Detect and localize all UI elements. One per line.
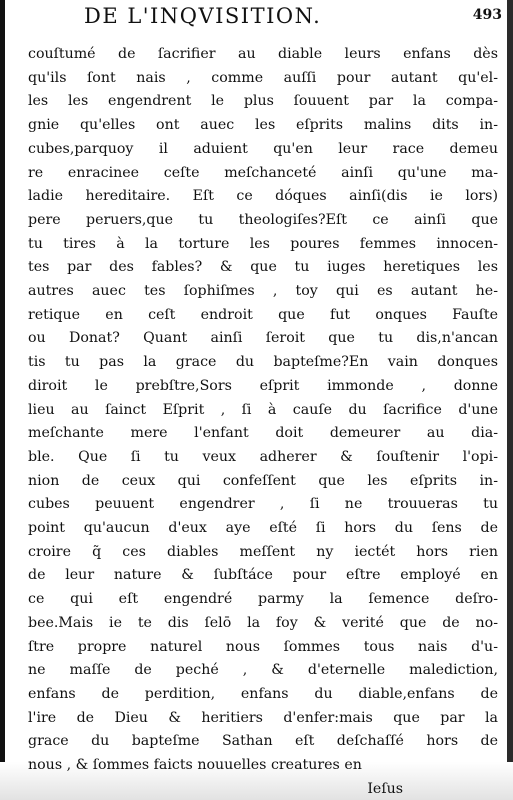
text-line: point qu'aucun d'eux aye eſté ſi hors du ſens de (28, 520, 498, 537)
text-line: cubes,parquoy il aduient qu'en leur race demeu (28, 140, 498, 157)
text-line: re enracinee ceſte meſchanceté ainſi qu'une ma- (28, 164, 498, 181)
text-line: ble. Que ſi tu veux adherer & ſouſtenir l'opi- (28, 448, 498, 465)
text-line: enfans de perdition, enfans du diable,enfans de (28, 685, 498, 702)
body-text (28, 43, 498, 800)
text-line: diroit le prebſtre,Sors eſprit immonde , donne (28, 377, 498, 394)
text-line: tis tu pas la grace du bapteſme?En vain donques (28, 354, 498, 371)
catchword: Ieſus (367, 780, 403, 797)
text-line: couſtumé de ſacrifier au diable leurs enfans dès (28, 46, 498, 62)
text-line: retique en ceſt endroit que fut onques Fauſte (28, 306, 498, 323)
text-line: lieu au ſainct Eſprit , ſi à cauſe du ſacrifice d'une (28, 401, 498, 418)
text-line: qu'ils ſont nais , comme auſſi pour autant qu'el- (28, 69, 498, 86)
text-line: ce qui eſt engendré parmy la ſemence deſro- (28, 591, 498, 608)
text-line: tes par des fables? & que tu iuges heretiques les (28, 259, 498, 276)
text-line: cubes peuuent engendrer , ſi ne trouueras tu (28, 496, 498, 513)
text-line: grace du bapteſme Sathan eſt deſchaſſé hors de (28, 733, 498, 750)
text-line: gnie qu'elles ont auec les eſprits malins dits in- (28, 117, 498, 134)
text-line: autres auec tes ſophiſmes , toy qui es autant he- (28, 283, 498, 300)
text-line: ladie hereditaire. Eſt ce dóques ainſi(dis ie lors) (28, 188, 498, 205)
text-line: ne maſſe de peché , & d'eternelle malediction, (28, 662, 498, 679)
text-line: l'ire de Dieu & heritiers d'enfer:mais que par la (28, 709, 498, 726)
text-line: pere peruers,que tu theologiſes?Eſt ce ainſi que (28, 211, 498, 228)
text-line: les les engendrent le plus ſouuent par la compa- (28, 93, 498, 110)
text-line: ou Donat? Quant ainſi ſeroit que tu dis,n'ancan (28, 330, 498, 347)
text-line: nous , & ſommes faicts nouuelles creatures en (28, 757, 362, 774)
text-line: meſchante mere l'enfant doit demeurer au dia- (28, 425, 498, 442)
page-left-edge (0, 0, 5, 800)
page-header (24, 0, 502, 40)
running-title: DE L'INQVISITION. (84, 4, 322, 28)
text-line: nion de ceux qui confeſſent que les eſprits in- (28, 472, 498, 489)
text-line: bee.Mais ie te dis ſelō la foy & verité que de no- (28, 614, 498, 631)
text-line: ſtre propre naturel nous ſommes tous nais d'u- (28, 638, 498, 655)
text-line: de leur nature & ſubſtáce pour eſtre employé en (28, 567, 498, 584)
page-number: 493 (472, 7, 502, 23)
text-line: tu tires à la torture les poures femmes innocen- (28, 235, 498, 252)
text-line: croire q̃ ces diables meſſent ny iectét hors rien (28, 543, 498, 560)
page-right-edge (507, 0, 513, 800)
